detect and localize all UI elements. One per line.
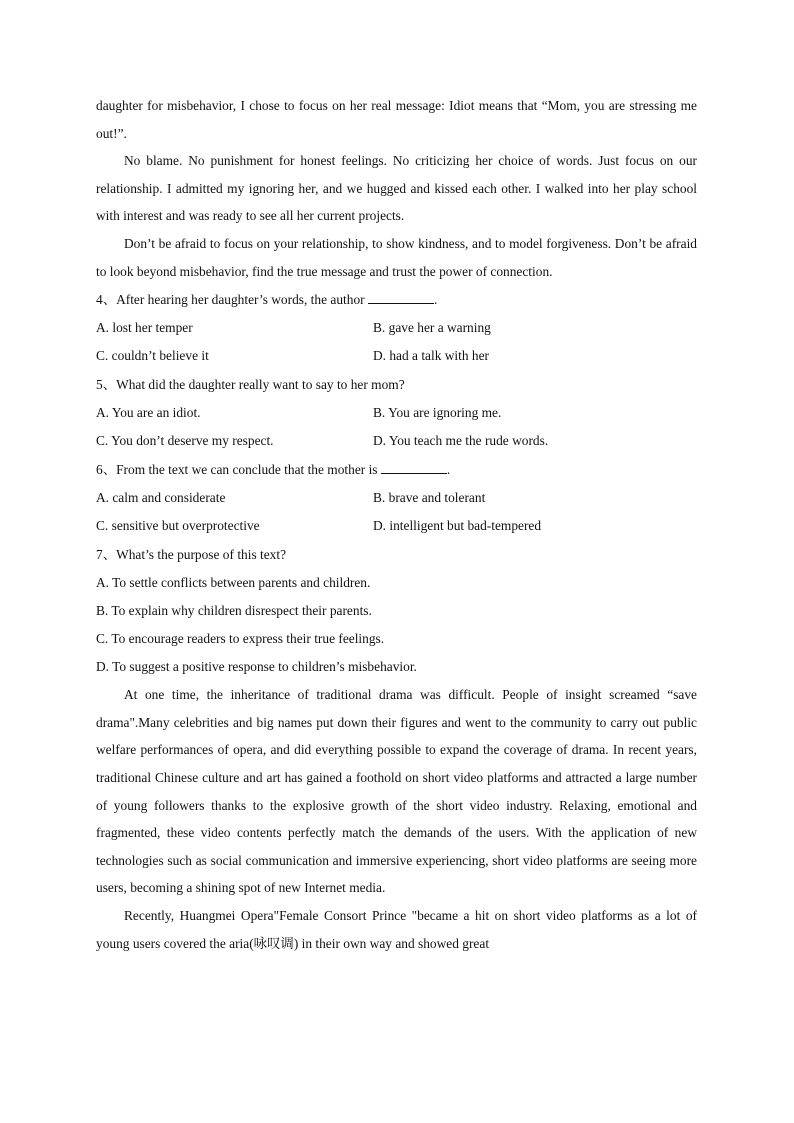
option-c: C. You don’t deserve my respect. bbox=[96, 433, 274, 449]
answer-blank bbox=[381, 462, 447, 474]
option-c: C. To encourage readers to express their true feelings. bbox=[96, 631, 385, 647]
passage-paragraph: daughter for misbehavior, I chose to focus on her real message: Idiot means that “Mom, you are stressing me out!”. bbox=[96, 98, 697, 141]
option-d: D. had a talk with her bbox=[373, 348, 490, 364]
question-6 bbox=[96, 455, 697, 540]
question-4 bbox=[96, 285, 697, 370]
question-stem: 7、What’s the purpose of this text? bbox=[96, 547, 287, 563]
option-a: A. You are an idiot. bbox=[96, 405, 201, 421]
option-grid bbox=[96, 314, 697, 370]
answer-blank bbox=[368, 292, 434, 304]
question-7 bbox=[96, 540, 697, 681]
option-b: B. brave and tolerant bbox=[373, 490, 486, 506]
question-stem: 4、After hearing her daughter’s words, the author . bbox=[96, 292, 438, 308]
question-stem: 6、From the text we can conclude that the mother is . bbox=[96, 462, 451, 478]
document-body bbox=[96, 92, 697, 957]
passage-paragraph: Recently, Huangmei Opera"Female Consort Prince "became a hit on short video platforms as a lot of young users covered the aria(咏叹调) in their own way and showed great bbox=[96, 907, 697, 951]
option-a: A. To settle conflicts between parents and children. bbox=[96, 575, 371, 591]
option-a: A. lost her temper bbox=[96, 320, 193, 336]
option-d: D. To suggest a positive response to children’s misbehavior. bbox=[96, 659, 417, 675]
option-b: B. To explain why children disrespect their parents. bbox=[96, 603, 372, 619]
option-c: C. sensitive but overprotective bbox=[96, 518, 260, 534]
option-b: B. gave her a warning bbox=[373, 320, 491, 336]
option-c: C. couldn’t believe it bbox=[96, 348, 209, 364]
option-grid bbox=[96, 399, 697, 455]
question-stem: 5、What did the daughter really want to say to her mom? bbox=[96, 377, 405, 393]
passage-paragraph: At one time, the inheritance of traditional drama was difficult. People of insight screamed “save drama".Many celebrities and big names put down their figures and went to the community to carry out public welfare performances of opera, and did everything possible to expand the coverage of drama. In recent years, traditional Chinese culture and art has gained a foothold on short video platforms and attracted a large number of young followers thanks to the explosive growth of the short video industry. Relaxing, emotional and fragmented, these video contents perfectly match the demands of the users. With the application of new technologies such as social communication and immersive experiencing, short video platforms are seeing more users, becoming a shining spot of new Internet media. bbox=[96, 687, 697, 896]
passage-paragraph: No blame. No punishment for honest feelings. No criticizing her choice of words. Just focus on our relationship. I admitted my ignoring her, and we hugged and kissed each other. I walked into her play school with interest and was ready to see all her current projects. bbox=[96, 153, 697, 224]
option-b: B. You are ignoring me. bbox=[373, 405, 502, 421]
option-d: D. You teach me the rude words. bbox=[373, 433, 549, 449]
option-grid bbox=[96, 484, 697, 540]
option-a: A. calm and considerate bbox=[96, 490, 226, 506]
question-5 bbox=[96, 370, 697, 455]
passage-paragraph: Don’t be afraid to focus on your relationship, to show kindness, and to model forgiveness. Don’t be afraid to look beyond misbehavior, find the true message and trust the power of connection. bbox=[96, 235, 697, 279]
option-d: D. intelligent but bad-tempered bbox=[373, 518, 542, 534]
